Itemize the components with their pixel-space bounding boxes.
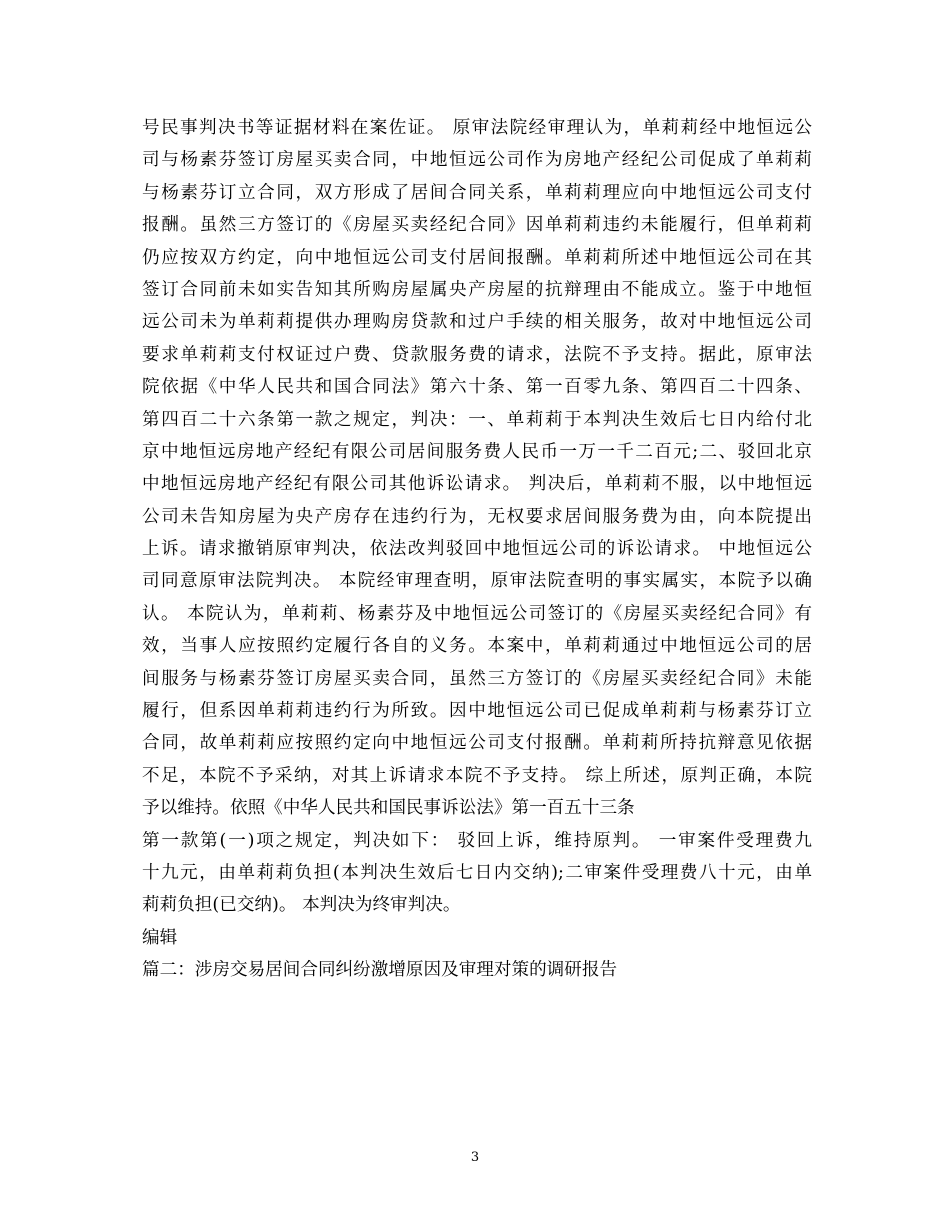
body-line: 履行，但系因单莉莉违约行为所致。因中地恒远公司已促成单莉莉与杨素芬订立 — [142, 701, 812, 722]
body-line: 仍应按双方约定，向中地恒远公司支付居间报酬。单莉莉所述中地恒远公司在其 — [142, 247, 812, 268]
body-line: 号民事判决书等证据材料在案佐证。 原审法院经审理认为，单莉莉经中地恒远公 — [142, 118, 812, 138]
body-line: 报酬。虽然三方签订的《房屋买卖经纪合同》因单莉莉违约未能履行，但单莉莉 — [142, 215, 812, 236]
body-line: 第四百二十六条第一款之规定，判决：一、单莉莉于本判决生效后七日内给付北 — [142, 409, 812, 430]
document-body — [142, 112, 812, 987]
body-line: 莉莉负担(已交纳)。 本判决为终审判决。 — [142, 895, 461, 916]
body-line: 要求单莉莉支付权证过户费、贷款服务费的请求，法院不予支持。据此，原审法 — [142, 344, 812, 365]
body-line: 公司未告知房屋为央产房存在违约行为，无权要求居间服务费为由，向本院提出 — [142, 506, 812, 527]
body-line: 予以维持。依照《中华人民共和国民事诉讼法》第一百五十三条 — [142, 798, 635, 819]
body-line: 上诉。请求撤销原审判决，依法改判驳回中地恒远公司的诉讼请求。 中地恒远公 — [142, 539, 812, 560]
body-line: 院依据《中华人民共和国合同法》第六十条、第一百零九条、第四百二十四条、 — [142, 377, 812, 398]
body-line: 第一款第(一)项之规定，判决如下： 驳回上诉，维持原判。 一审案件受理费九 — [142, 830, 812, 851]
body-line: 间服务与杨素芬签订房屋买卖合同，虽然三方签订的《房屋买卖经纪合同》未能 — [142, 668, 812, 689]
body-line: 与杨素芬订立合同，双方形成了居间合同关系，单莉莉理应向中地恒远公司支付 — [142, 182, 812, 203]
body-line: 十九元，由单莉莉负担(本判决生效后七日内交纳);二审案件受理费八十元，由单 — [142, 862, 812, 883]
body-line: 远公司未为单莉莉提供办理购房贷款和过户手续的相关服务，故对中地恒远公司 — [142, 312, 812, 333]
body-line: 签订合同前未如实告知其所购房屋属央产房屋的抗辩理由不能成立。鉴于中地恒 — [142, 279, 812, 300]
body-line: 合同，故单莉莉应按照约定向中地恒远公司支付报酬。单莉莉所持抗辩意见依据 — [142, 733, 812, 754]
page-number: 3 — [470, 1150, 480, 1165]
body-line: 司同意原审法院判决。 本院经审理查明，原审法院查明的事实属实，本院予以确 — [142, 571, 812, 592]
body-line: 不足，本院不予采纳，对其上诉请求本院不予支持。 综上所述，原判正确，本院 — [142, 765, 812, 786]
body-line: 中地恒远房地产经纪有限公司其他诉讼请求。 判决后，单莉莉不服，以中地恒远 — [142, 474, 812, 495]
body-line: 认。 本院认为，单莉莉、杨素芬及中地恒远公司签订的《房屋买卖经纪合同》有 — [142, 603, 812, 624]
body-line: 京中地恒远房地产经纪有限公司居间服务费人民币一万一千二百元;二、驳回北京 — [142, 441, 812, 462]
section-heading: 篇二：涉房交易居间合同纠纷激增原因及审理对策的调研报告 — [142, 960, 618, 981]
body-line: 效，当事人应按照约定履行各自的义务。本案中，单莉莉通过中地恒远公司的居 — [142, 636, 812, 657]
body-line: 司与杨素芬签订房屋买卖合同，中地恒远公司作为房地产经纪公司促成了单莉莉 — [142, 150, 812, 171]
edit-label: 编辑 — [142, 927, 178, 948]
